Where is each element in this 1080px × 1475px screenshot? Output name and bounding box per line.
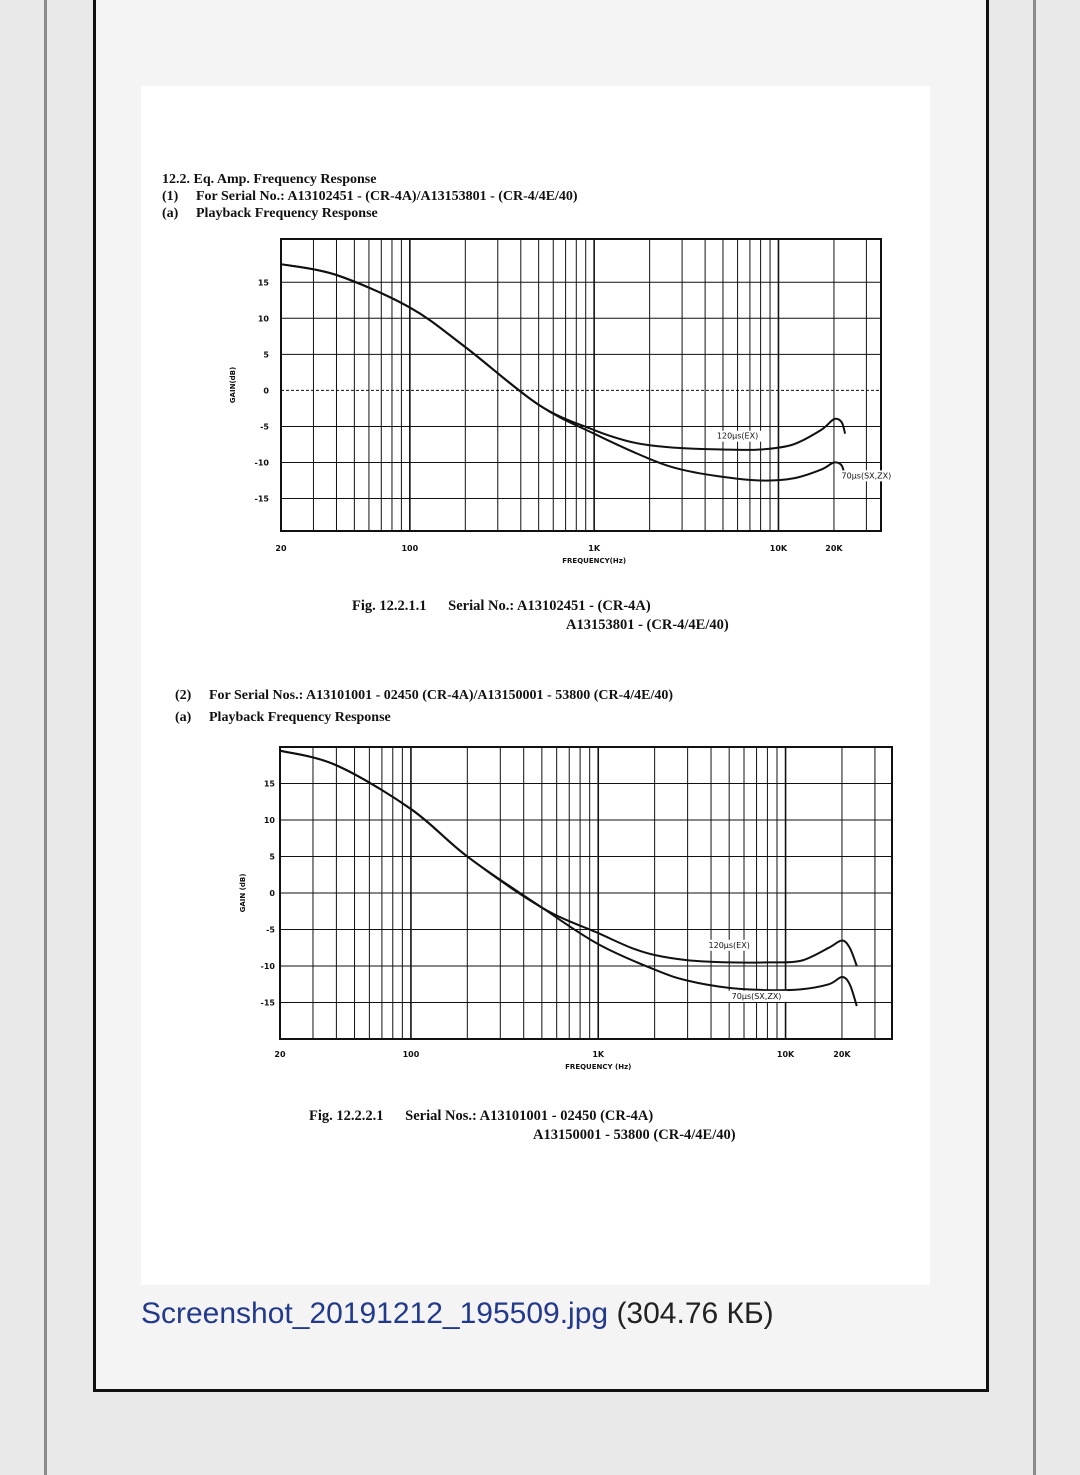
y-tick-label: 0 (263, 386, 269, 396)
part2a-text: Playback Frequency Response (209, 710, 391, 725)
series-label: 70µs(SX,ZX) (841, 471, 892, 481)
series-label: 70µs(SX,ZX) (731, 991, 782, 1001)
y-tick-label: 5 (269, 852, 275, 862)
x-tick-label: 10K (769, 544, 788, 553)
y-tick-label: -5 (266, 925, 275, 935)
part2a-number: (a) (175, 710, 192, 725)
part1a-text: Playback Frequency Response (196, 206, 378, 221)
right-edge-divider (1033, 0, 1036, 1475)
figure-1-line2: A13153801 - (CR-4/4E/40) (566, 617, 729, 633)
figure-1-label: Fig. 12.2.1.1 (352, 598, 427, 614)
y-axis-label: GAIN(dB) (229, 366, 237, 404)
y-tick-label: 15 (263, 779, 275, 789)
x-axis-label: FREQUENCY (Hz) (565, 1063, 632, 1071)
y-tick-label: 10 (257, 314, 269, 324)
x-tick-label: 20K (833, 1050, 851, 1059)
part2-text: For Serial Nos.: A13101001 - 02450 (CR-4A)/A13150001 - 53800 (CR-4/4E/40) (209, 688, 674, 703)
series-label: 120µs(EX) (716, 431, 759, 441)
x-tick-label: 20 (275, 544, 287, 553)
y-tick-label: 15 (257, 278, 269, 288)
x-axis-label: FREQUENCY(Hz) (562, 557, 627, 565)
x-tick-label: 10K (776, 1050, 795, 1059)
section-title: 12.2. Eq. Amp. Frequency Response (162, 172, 377, 187)
part1-number: (1) (162, 189, 179, 204)
series-line-120us (280, 751, 857, 966)
y-tick-label: -15 (260, 998, 275, 1008)
file-name-link[interactable]: Screenshot_20191212_195509.jpg (141, 1297, 609, 1330)
y-axis-label: GAIN (dB) (239, 873, 247, 913)
y-tick-label: 0 (269, 889, 275, 898)
part1-text: For Serial No.: A13102451 - (CR-4A)/A13153801 - (CR-4/4E/40) (196, 189, 578, 204)
part2-number: (2) (175, 688, 192, 703)
figure-2-line2: A13150001 - 53800 (CR-4/4E/40) (533, 1127, 736, 1143)
grid (280, 747, 892, 1039)
series-label: 120µs(EX) (708, 940, 750, 950)
document-image[interactable] (141, 86, 930, 1285)
figure-2-caption (309, 1108, 736, 1143)
x-tick-label: 1K (588, 544, 601, 553)
left-edge-divider (44, 0, 47, 1475)
part1a-number: (a) (162, 206, 179, 221)
x-tick-label: 100 (401, 544, 419, 553)
chart-2-frequency-response (141, 86, 930, 1106)
y-tick-label: -5 (260, 422, 269, 432)
x-tick-label: 100 (402, 1050, 420, 1059)
x-tick-label: 1K (592, 1050, 605, 1059)
y-tick-label: -10 (254, 458, 269, 468)
x-tick-label: 20 (274, 1050, 286, 1059)
y-tick-label: 10 (263, 816, 275, 825)
figure-2-line1: Serial Nos.: A13101001 - 02450 (CR-4A) (405, 1108, 654, 1124)
y-tick-label: -10 (260, 962, 275, 971)
series-line-70us (280, 751, 857, 1007)
attachment-filename[interactable] (141, 1297, 774, 1331)
y-tick-label: 5 (263, 350, 269, 360)
file-size: (304.76 КБ) (616, 1297, 774, 1330)
x-tick-label: 20K (825, 544, 843, 553)
figure-2-label: Fig. 12.2.2.1 (309, 1108, 384, 1124)
figure-1-line1: Serial No.: A13102451 - (CR-4A) (448, 598, 651, 614)
y-tick-label: -15 (254, 494, 269, 504)
